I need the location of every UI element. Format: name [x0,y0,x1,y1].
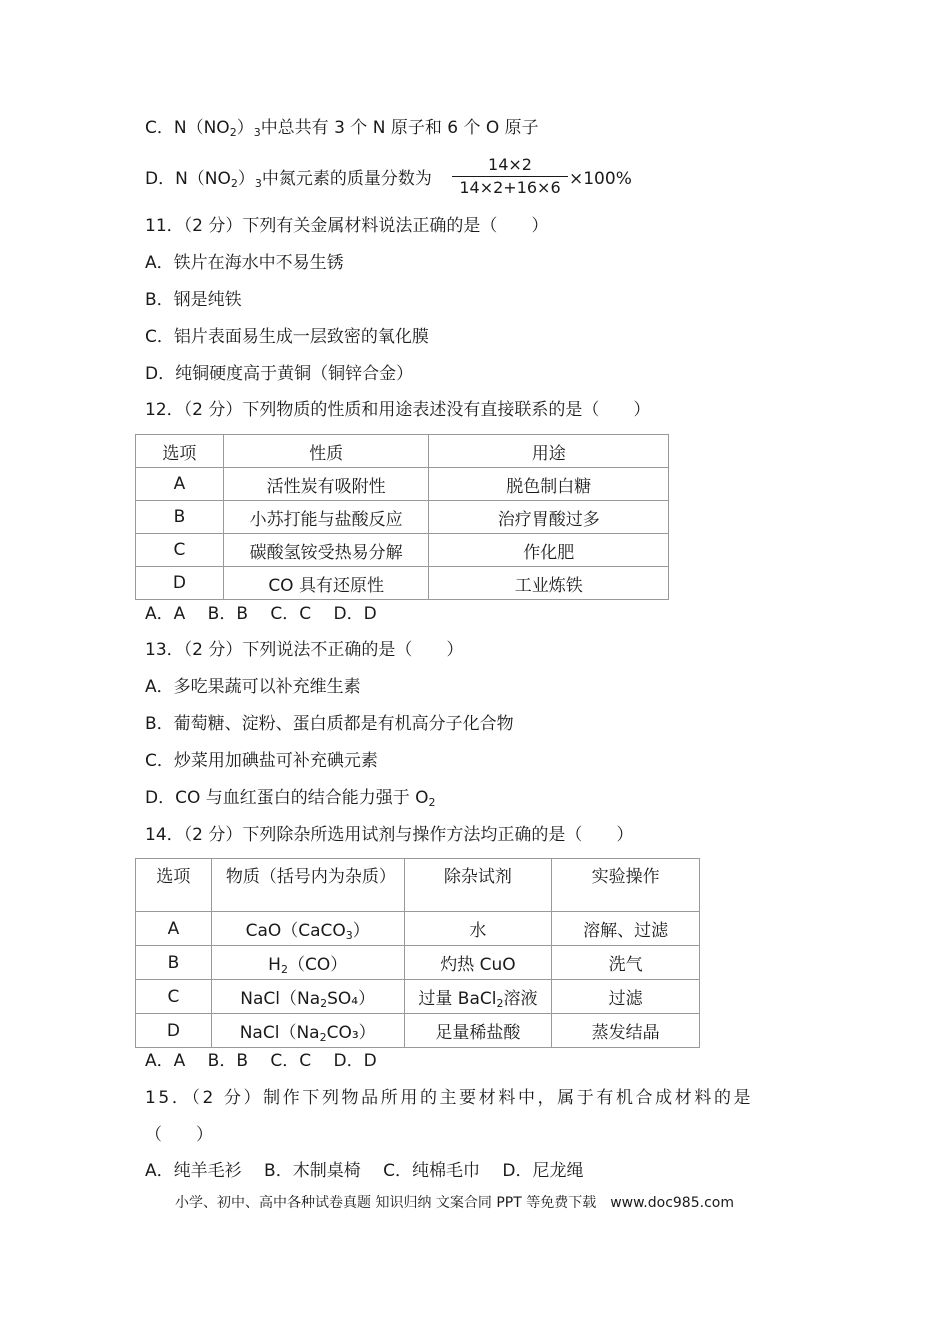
table-cell: 脱色制白糖 [429,468,669,501]
table-cell: D [136,567,224,600]
table-cell: A [136,468,224,501]
table-row [136,912,700,946]
q13-option-b: B．葡萄糖、淀粉、蛋白质都是有机高分子化合物 [145,714,514,734]
q15-options: A．纯羊毛衫 B．木制桌椅 C．纯棉毛巾 D．尼龙绳 [145,1161,584,1181]
table-row [136,980,700,1014]
page-footer: 小学、初中、高中各种试卷真题 知识归纳 文案合同 PPT 等免费下载 www.doc985.com [175,1195,734,1211]
table-cell: C [136,534,224,567]
header-cell: 实验操作 [552,859,700,912]
table-cell: 洗气 [552,946,700,980]
table-cell: D [136,1014,212,1048]
table-cell: 作化肥 [429,534,669,567]
q12-stem: 12．（2 分）下列物质的性质和用途表述没有直接联系的是（ ） [145,400,651,420]
table-cell: 蒸发结晶 [552,1014,700,1048]
table-cell: A [136,912,212,946]
table-cell: $NaCl(Na_2SO_4)$ [211,980,404,1014]
table-cell: 过滤 [552,980,700,1014]
table-cell: $NaCl(Na_2CO_3)$ [211,1014,404,1048]
q11-stem: 11．（2 分）下列有关金属材料说法正确的是（ ） [145,216,549,236]
table-cell: 活性炭有吸附性 [223,468,429,501]
q13-option-d: D．CO 与血红蛋白的结合能力强于 $O_2$ [145,788,436,809]
table-cell: 灼热 CuO [404,946,552,980]
fraction-denominator: 14×2+16×6 [459,178,561,197]
table-cell: C [136,980,212,1014]
table-cell: 水 [404,912,552,946]
table-cell: 小苏打能与盐酸反应 [223,501,429,534]
q10-option-d: D．$N(NO_2)_3$中氮元素的质量分数为 [145,169,432,190]
q15-stem-blank: （ ） [145,1125,213,1145]
table-cell: B [136,501,224,534]
q13-option-c: C．炒菜用加碘盐可补充碘元素 [145,751,378,771]
q11-option-d: D．纯铜硬度高于黄铜（铜锌合金） [145,364,414,384]
header-cell: 物质（括号内为杂质） [211,859,404,912]
header-cell: 用途 [429,435,669,468]
header-cell: 除杂试剂 [404,859,552,912]
table-header-row [136,435,669,468]
q11-option-c: C．铝片表面易生成一层致密的氧化膜 [145,327,429,347]
table-row [136,501,669,534]
q13-option-a: A．多吃果蔬可以补充维生素 [145,677,361,697]
table-cell: $H_2(CO)$ [211,946,404,980]
q12-answer-options: A．A B．B C．C D．D [145,604,377,624]
table-cell: 过量 BaCl$_2$溶液 [404,980,552,1014]
q13-stem: 13．（2 分）下列说法不正确的是（ ） [145,640,464,660]
q14-table [135,858,700,1048]
header-cell: 选项 [136,435,224,468]
table-row [136,468,669,501]
table-row [136,567,669,600]
header-cell: 选项 [136,859,212,912]
table-cell: 溶解、过滤 [552,912,700,946]
table-cell: 碳酸氢铵受热易分解 [223,534,429,567]
table-cell: CaO（CaCO$_3$） [211,912,404,946]
table-cell: 工业炼铁 [429,567,669,600]
table-cell: B [136,946,212,980]
q12-table [135,434,669,600]
table-row [136,1014,700,1048]
table-cell: CO 具有还原性 [223,567,429,600]
mass-fraction-formula [452,155,568,198]
table-row [136,946,700,980]
q15-stem: 15．（2 分）制作下列物品所用的主要材料中，属于有机合成材料的是 [145,1088,754,1108]
table-cell: 足量稀盐酸 [404,1014,552,1048]
table-cell: 治疗胃酸过多 [429,501,669,534]
q11-option-a: A．铁片在海水中不易生锈 [145,253,344,273]
table-row [136,534,669,567]
fraction-numerator: 14×2 [452,155,568,177]
table-header-row [136,859,700,912]
q14-answer-options: A．A B．B C．C D．D [145,1051,377,1071]
q10-option-c: C．$N(NO_2)_3$中总共有 3 个 N 原子和 6 个 O 原子 [145,118,539,139]
q14-stem: 14．（2 分）下列除杂所选用试剂与操作方法均正确的是（ ） [145,825,634,845]
header-cell: 性质 [223,435,429,468]
q10-option-d-tail: ×100% [569,169,632,189]
q11-option-b: B．钢是纯铁 [145,290,242,310]
